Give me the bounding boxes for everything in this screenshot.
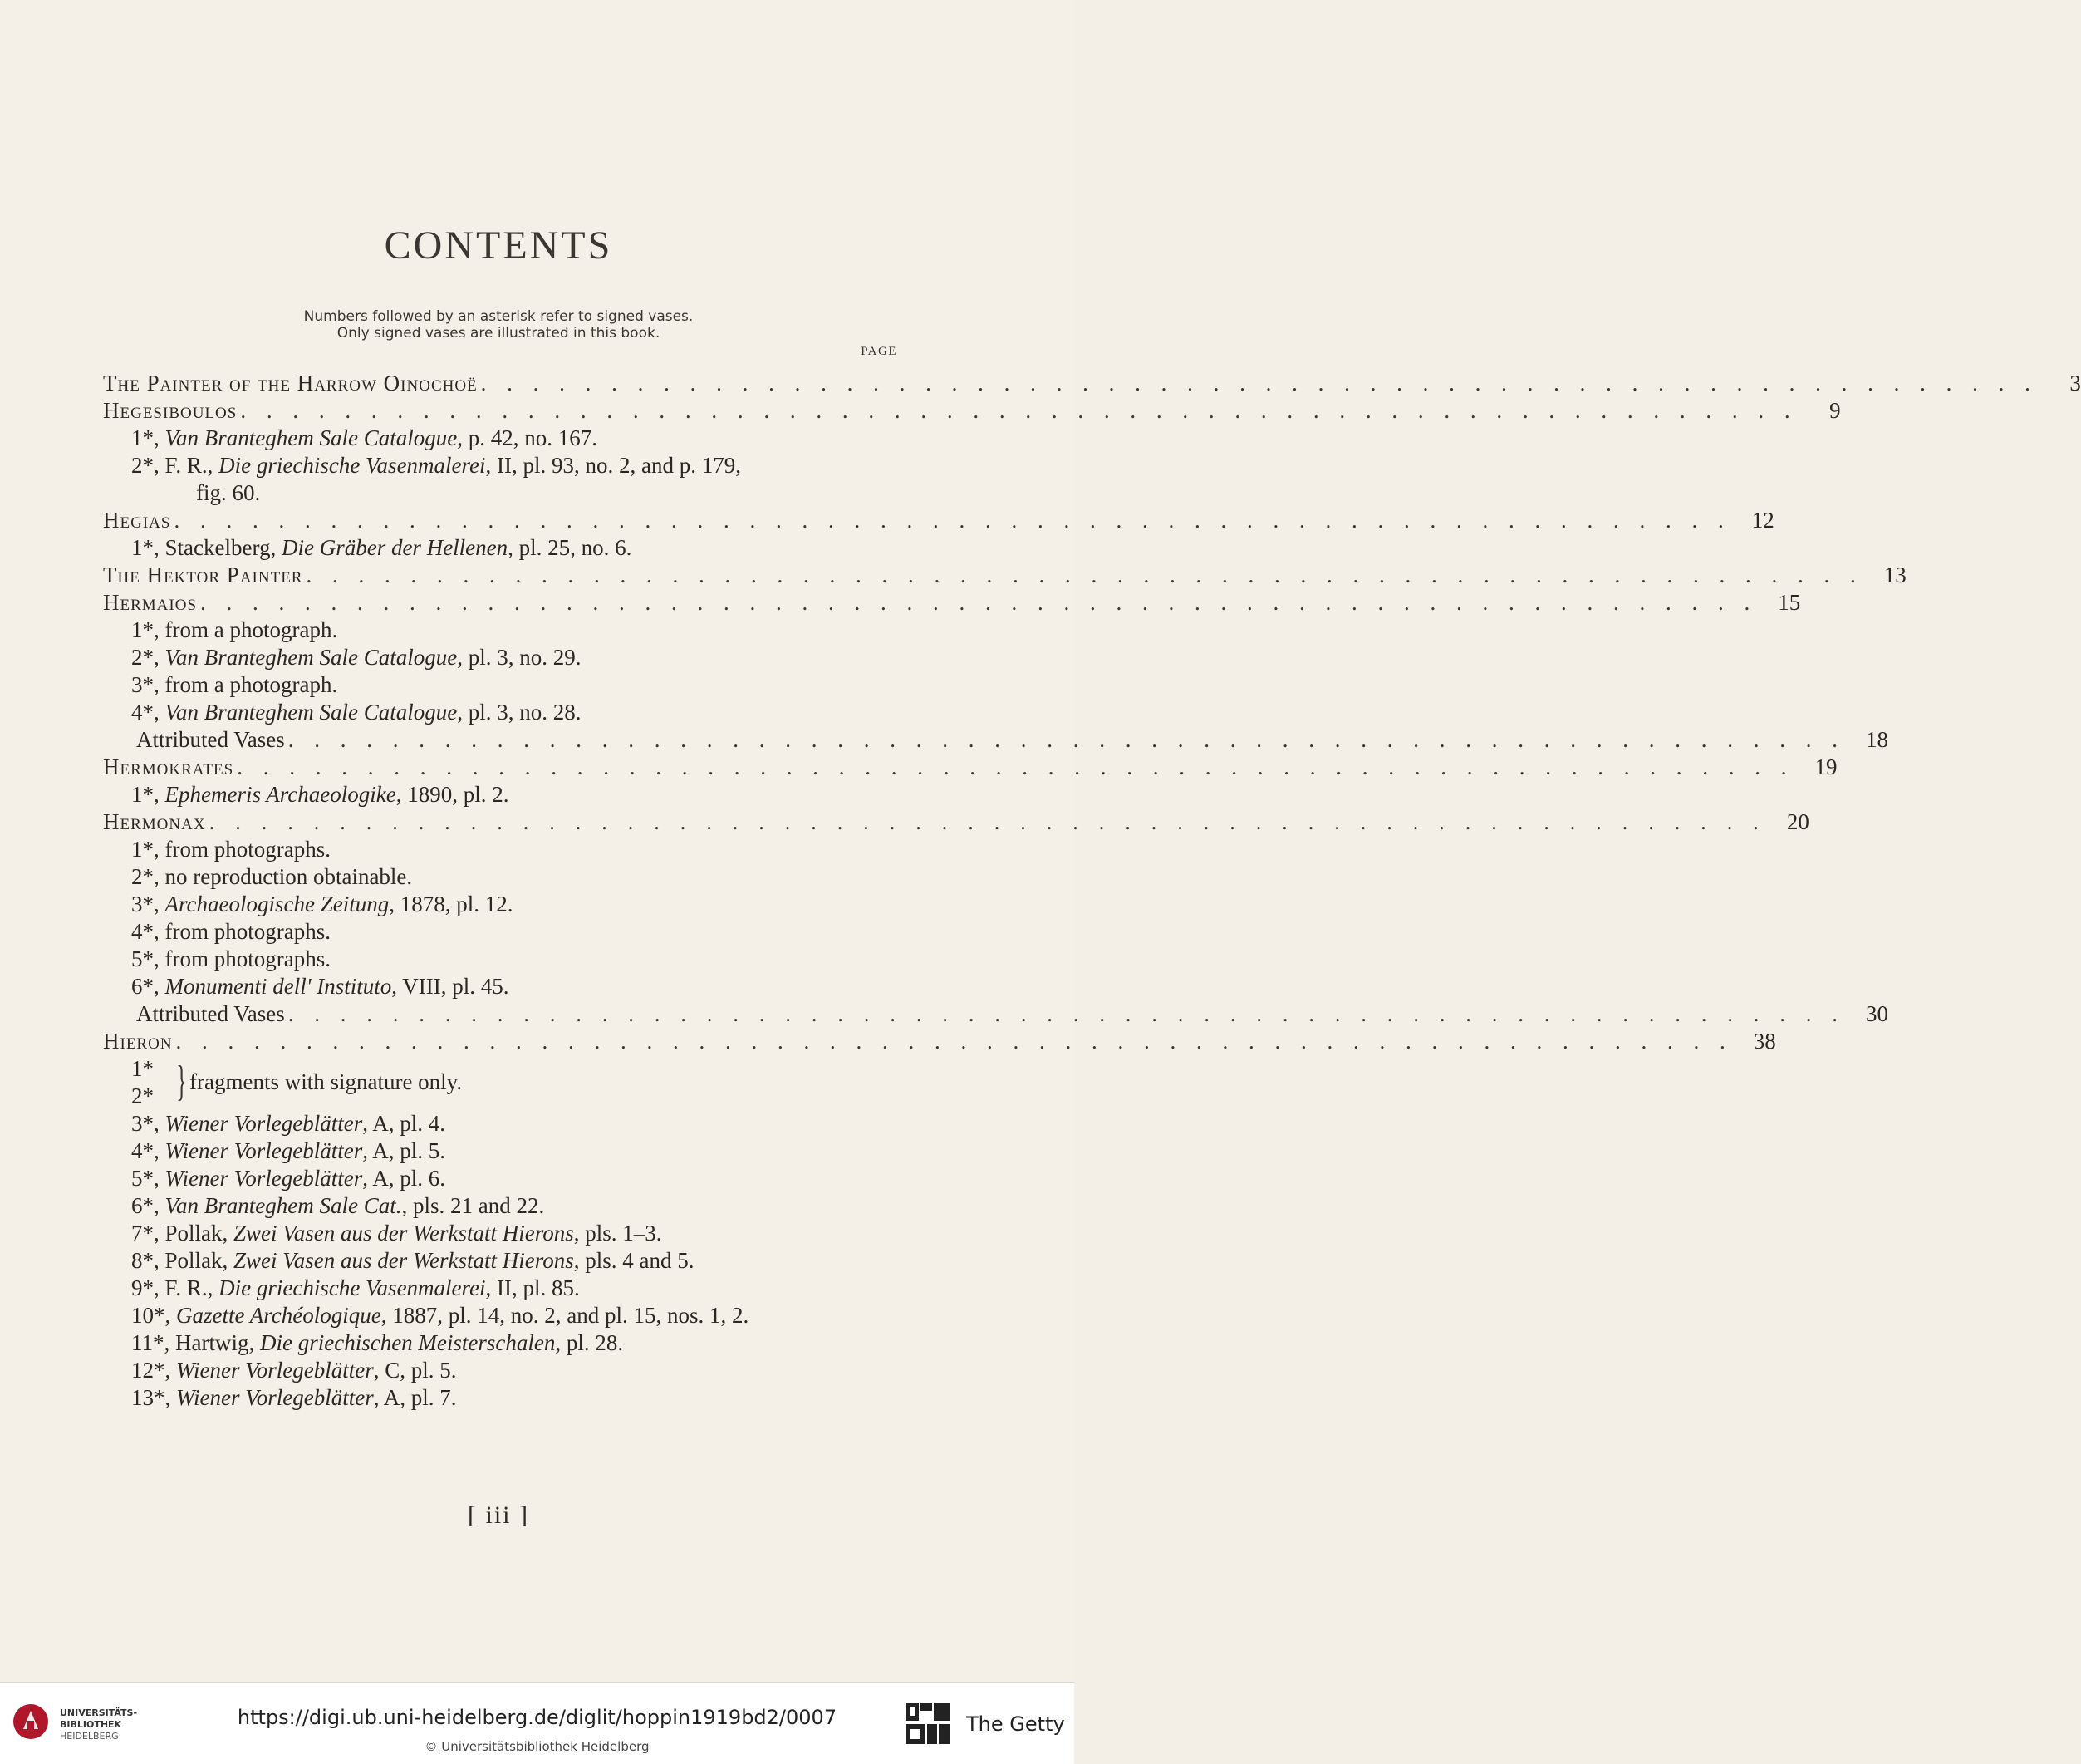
reference-details: , pl. 3, no. 29. bbox=[457, 645, 582, 670]
page-heading: CONTENTS bbox=[384, 224, 613, 268]
toc-entry-hermokrates-label: Hermokrates bbox=[103, 754, 234, 779]
reference-number: 2*, bbox=[131, 453, 165, 478]
sponsor-name: The Getty bbox=[966, 1712, 1065, 1736]
reference-number: 1*, bbox=[131, 837, 165, 862]
reference-item bbox=[103, 452, 897, 479]
reference-item bbox=[103, 973, 897, 1000]
dot-leader: . . . . . . . . . . . . . . . . . . . . . . . . . . . . . . . . . . . . . . . . . . . . . . . . . . . . . . . . . . . . bbox=[240, 398, 1798, 423]
dot-leader: . . . . . . . . . . . . . . . . . . . . . . . . . . . . . . . . . . . . . . . . . . . . . . . . . . . . . . . . . . . . bbox=[480, 371, 2038, 396]
toc-entry-hegesiboulos bbox=[103, 397, 1841, 425]
fragment-number-2: 2* bbox=[131, 1083, 154, 1108]
reference-item bbox=[103, 534, 897, 562]
reference-number: 3*, bbox=[131, 1111, 165, 1136]
reference-item bbox=[103, 1220, 897, 1247]
toc-entry-hermaios bbox=[103, 589, 1801, 617]
toc-entry-hektor-label: The Hektor Painter bbox=[103, 563, 303, 587]
reference-details: , pl. 28. bbox=[555, 1330, 624, 1355]
reference-title: Archaeologische Zeitung bbox=[164, 892, 390, 916]
reference-item bbox=[103, 699, 897, 726]
attributed-vases-hermaios-label: Attributed Vases bbox=[136, 727, 285, 752]
reference-number: 1*, bbox=[131, 535, 165, 560]
dot-leader: . . . . . . . . . . . . . . . . . . . . . . . . . . . . . . . . . . . . . . . . . . . . . . . . . . . . . . . . . . . . bbox=[287, 727, 1845, 752]
reference-title: Zwei Vasen aus der Werkstatt Hierons bbox=[233, 1248, 574, 1273]
reference-title: Van Branteghem Sale Catalogue bbox=[164, 425, 458, 450]
note-line-1: Numbers followed by an asterisk refer to signed vases. bbox=[303, 308, 694, 325]
reference-item bbox=[103, 891, 897, 918]
reference-item bbox=[103, 918, 897, 946]
toc-entry-hieron-label: Hieron bbox=[103, 1029, 173, 1054]
toc-entry-hektor bbox=[103, 562, 1907, 589]
attributed-vases-hermonax bbox=[103, 1000, 1888, 1028]
reference-number: 12*, bbox=[131, 1358, 176, 1383]
reference-item bbox=[103, 1110, 897, 1138]
reference-item bbox=[103, 946, 897, 973]
library-name-line-3: HEIDELBERG bbox=[60, 1731, 119, 1742]
reference-title: Die griechische Vasenmalerei bbox=[218, 1275, 486, 1300]
reference-title: Zwei Vasen aus der Werkstatt Hierons bbox=[233, 1221, 574, 1246]
reference-number: 2*, bbox=[131, 645, 165, 670]
toc-entry-hegesiboulos-label: Hegesiboulos bbox=[103, 398, 238, 423]
reference-item bbox=[103, 1192, 897, 1220]
toc-entry-hermonax bbox=[103, 808, 1809, 836]
reference-details: , A, pl. 6. bbox=[362, 1166, 445, 1191]
reference-details: , p. 42, no. 167. bbox=[457, 425, 597, 450]
reference-number: 4*, bbox=[131, 1138, 165, 1163]
reference-item bbox=[103, 863, 897, 891]
reference-number: 9*, bbox=[131, 1275, 165, 1300]
reference-title: Wiener Vorlegeblätter bbox=[164, 1111, 363, 1136]
reference-details: , pls. 4 and 5. bbox=[573, 1248, 694, 1273]
toc-entry-hermokrates bbox=[103, 754, 1838, 781]
fragment-number-1: 1* bbox=[131, 1056, 154, 1081]
reference-item bbox=[103, 1384, 897, 1412]
reference-author: F. R., bbox=[164, 453, 219, 478]
getty-logo-icon bbox=[904, 1699, 952, 1747]
reference-item bbox=[103, 1165, 897, 1192]
reference-author: from photographs. bbox=[164, 946, 331, 971]
toc-entry-hegias-page-number: 12 bbox=[1751, 508, 1774, 533]
reference-details: , 1887, pl. 14, no. 2, and pl. 15, nos. 1, 2. bbox=[380, 1303, 749, 1328]
reference-author: Hartwig, bbox=[175, 1330, 260, 1355]
toc-entry-hermonax-page-number: 20 bbox=[1786, 809, 1809, 834]
reference-number: 1*, bbox=[131, 425, 165, 450]
attributed-vases-hermonax-page-number: 30 bbox=[1865, 1001, 1888, 1026]
reference-item bbox=[103, 1302, 897, 1329]
toc-entry-hermonax-label: Hermonax bbox=[103, 809, 206, 834]
toc-entry-harrow-label: The Painter of the Harrow Oinochoë bbox=[103, 371, 478, 396]
reference-title: Van Branteghem Sale Catalogue bbox=[164, 645, 458, 670]
dot-leader: . . . . . . . . . . . . . . . . . . . . . . . . . . . . . . . . . . . . . . . . . . . . . . . . . . . . . . . . . . . . bbox=[175, 1029, 1733, 1054]
reference-author: Stackelberg, bbox=[164, 535, 282, 560]
reference-item bbox=[103, 836, 897, 863]
reference-title: Gazette Archéologique bbox=[176, 1303, 381, 1328]
reference-details: , pls. 21 and 22. bbox=[401, 1193, 545, 1218]
toc-entry-hegesiboulos-page-number: 9 bbox=[1829, 398, 1841, 423]
toc-entry-hermaios-page-number: 15 bbox=[1778, 590, 1801, 615]
dot-leader: . . . . . . . . . . . . . . . . . . . . . . . . . . . . . . . . . . . . . . . . . . . . . . . . . . . . . . . . . . . . bbox=[200, 590, 1758, 615]
reference-item bbox=[103, 1357, 897, 1384]
dot-leader: . . . . . . . . . . . . . . . . . . . . . . . . . . . . . . . . . . . . . . . . . . . . . . . . . . . . . . . . . . . . bbox=[209, 809, 1766, 834]
reference-title: Wiener Vorlegeblätter bbox=[176, 1385, 374, 1410]
copyright-text: © Universitätsbibliothek Heidelberg bbox=[425, 1739, 650, 1754]
reference-details: , A, pl. 5. bbox=[362, 1138, 445, 1163]
page-folio: [ iii ] bbox=[468, 1501, 529, 1529]
toc-entry-hermaios-label: Hermaios bbox=[103, 590, 198, 615]
reference-title: Wiener Vorlegeblätter bbox=[176, 1358, 374, 1383]
table-of-contents bbox=[103, 370, 2081, 1412]
note-line-2: Only signed vases are illustrated in this book. bbox=[336, 325, 660, 341]
reference-author: F. R., bbox=[164, 1275, 219, 1300]
brace-symbol: } bbox=[176, 1058, 187, 1105]
reference-details: , II, pl. 93, no. 2, and p. 179, bbox=[485, 453, 741, 478]
reference-item bbox=[103, 1138, 897, 1165]
reference-item bbox=[103, 644, 897, 671]
reference-number: 8*, bbox=[131, 1248, 165, 1273]
toc-entry-hieron-page-number: 38 bbox=[1753, 1029, 1776, 1054]
reference-number: 4*, bbox=[131, 919, 165, 944]
reference-title: Ephemeris Archaeologike bbox=[164, 782, 396, 807]
reference-author: from a photograph. bbox=[164, 617, 338, 642]
reference-number: 10*, bbox=[131, 1303, 176, 1328]
library-name-line-2: BIBLIOTHEK bbox=[60, 1719, 122, 1730]
footer-bar bbox=[0, 1682, 1074, 1764]
reference-title: Die griechische Vasenmalerei bbox=[218, 453, 486, 478]
permalink-url[interactable]: https://digi.ub.uni-heidelberg.de/diglit/hoppin1919bd2/0007 bbox=[237, 1706, 837, 1729]
reference-number: 1*, bbox=[131, 617, 165, 642]
reference-author: from photographs. bbox=[164, 919, 331, 944]
toc-entry-hektor-page-number: 13 bbox=[1883, 563, 1907, 587]
fragments-text: fragments with signature only. bbox=[189, 1069, 463, 1094]
reference-details: , II, pl. 85. bbox=[485, 1275, 580, 1300]
reference-item bbox=[103, 1247, 897, 1275]
reference-title: Wiener Vorlegeblätter bbox=[164, 1166, 363, 1191]
toc-entry-hegias bbox=[103, 507, 1774, 534]
reference-item bbox=[103, 425, 897, 452]
reference-number: 7*, bbox=[131, 1221, 165, 1246]
reference-author: from photographs. bbox=[164, 837, 331, 862]
reference-number: 4*, bbox=[131, 700, 165, 725]
library-name-line-1: UNIVERSITÄTS- bbox=[60, 1707, 138, 1718]
reference-number: 5*, bbox=[131, 1166, 165, 1191]
reference-number: 6*, bbox=[131, 974, 165, 999]
attributed-vases-hermonax-label: Attributed Vases bbox=[136, 1001, 285, 1026]
reference-title: Van Branteghem Sale Catalogue bbox=[164, 700, 458, 725]
reference-author: no reproduction obtainable. bbox=[164, 864, 413, 889]
reference-item bbox=[103, 617, 897, 644]
reference-number: 11*, bbox=[131, 1330, 175, 1355]
dot-leader: . . . . . . . . . . . . . . . . . . . . . . . . . . . . . . . . . . . . . . . . . . . . . . . . . . . . . . . . . . . . bbox=[306, 563, 1863, 587]
reference-title: Wiener Vorlegeblätter bbox=[164, 1138, 363, 1163]
reference-details: , pl. 3, no. 28. bbox=[457, 700, 582, 725]
reference-title: Die griechischen Meisterschalen bbox=[259, 1330, 556, 1355]
reference-details: , 1878, pl. 12. bbox=[389, 892, 513, 916]
reference-details: , VIII, pl. 45. bbox=[391, 974, 509, 999]
reference-number: 1*, bbox=[131, 782, 165, 807]
reference-number: 5*, bbox=[131, 946, 165, 971]
reference-continuation: fig. 60. bbox=[196, 480, 261, 505]
reference-number: 2*, bbox=[131, 864, 165, 889]
reference-author: from a photograph. bbox=[164, 672, 338, 697]
attributed-vases-hermaios-page-number: 18 bbox=[1865, 727, 1888, 752]
fragments-group bbox=[103, 1055, 897, 1110]
reference-number: 13*, bbox=[131, 1385, 176, 1410]
reference-title: Monumenti dell' Instituto bbox=[164, 974, 392, 999]
dot-leader: . . . . . . . . . . . . . . . . . . . . . . . . . . . . . . . . . . . . . . . . . . . . . . . . . . . . . . . . . . . . bbox=[287, 1001, 1845, 1026]
reference-author: Pollak, bbox=[164, 1221, 234, 1246]
toc-entry-hieron bbox=[103, 1028, 1776, 1055]
reference-details: , A, pl. 7. bbox=[373, 1385, 457, 1410]
dot-leader: . . . . . . . . . . . . . . . . . . . . . . . . . . . . . . . . . . . . . . . . . . . . . . . . . . . . . . . . . . . . bbox=[237, 754, 1794, 779]
dot-leader: . . . . . . . . . . . . . . . . . . . . . . . . . . . . . . . . . . . . . . . . . . . . . . . . . . . . . . . . . . . . bbox=[174, 508, 1731, 533]
reference-title: Van Branteghem Sale Cat. bbox=[164, 1193, 402, 1218]
reference-item bbox=[103, 1275, 897, 1302]
reference-details: , A, pl. 4. bbox=[362, 1111, 445, 1136]
reference-item bbox=[103, 671, 897, 699]
reference-item bbox=[103, 1329, 897, 1357]
reference-details: , C, pl. 5. bbox=[373, 1358, 457, 1383]
reference-number: 6*, bbox=[131, 1193, 165, 1218]
reference-number: 3*, bbox=[131, 672, 165, 697]
reference-number: 3*, bbox=[131, 892, 165, 916]
reference-details: , pls. 1–3. bbox=[573, 1221, 662, 1246]
reference-details: , pl. 25, no. 6. bbox=[508, 535, 632, 560]
attributed-vases-hermaios bbox=[103, 726, 1888, 754]
page-column-label: PAGE bbox=[861, 345, 897, 358]
reference-item bbox=[103, 781, 897, 808]
reference-title: Die Gräber der Hellenen bbox=[281, 535, 508, 560]
reference-details: , 1890, pl. 2. bbox=[395, 782, 509, 807]
toc-entry-hermokrates-page-number: 19 bbox=[1814, 754, 1838, 779]
toc-entry-hegias-label: Hegias bbox=[103, 508, 171, 533]
reference-author: Pollak, bbox=[164, 1248, 234, 1273]
toc-entry-harrow-page-number: 3 bbox=[2069, 371, 2081, 396]
toc-entry-harrow bbox=[103, 370, 2081, 397]
